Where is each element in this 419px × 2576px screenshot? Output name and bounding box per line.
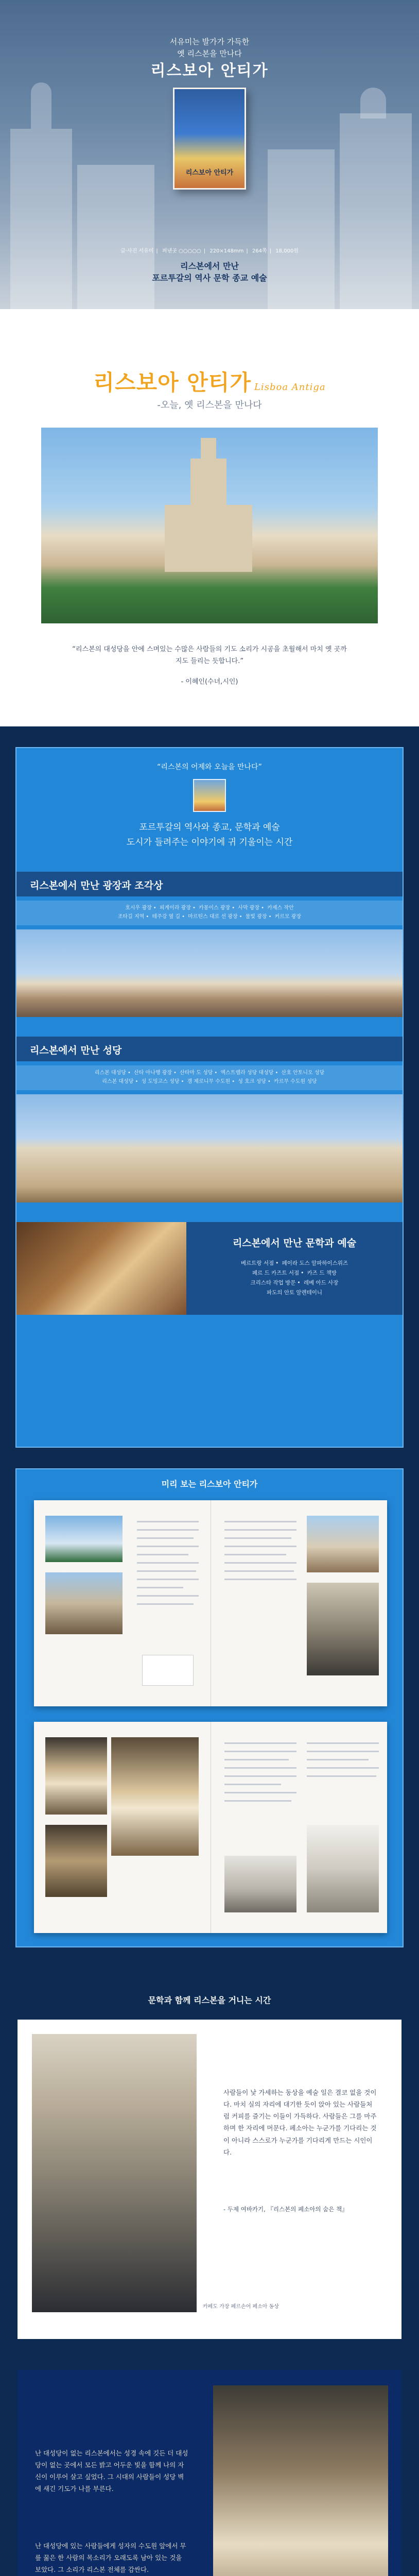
intro-subtitle: -오늘, 옛 리스본을 만나다 — [157, 400, 262, 411]
literature-section — [0, 1968, 419, 2576]
intro-section — [0, 309, 419, 726]
hero-tagline — [0, 36, 419, 59]
band-churches-items: 리스본 대성당 • 산타 아나행 광장 • 산타마 도 성당 • 엑스트렐라 성당 대성당 • 산호 안토니오 성당 리스본 대성당 • 성 도밍고스 성당 • 겜 제로니무 수도원 • 성 호크 성당 • 카르무 수도원 성당 — [16, 1065, 403, 1090]
church-photo — [41, 428, 378, 623]
credit-pages: 264쪽 — [252, 248, 267, 254]
cover-title: 리스보아 안티가 — [185, 169, 234, 177]
church-item: 카르무 수도원 성당 — [274, 1079, 317, 1084]
tagline-line-2: 옛 리스본을 만나다 — [177, 48, 242, 58]
tram-street-photo — [16, 929, 403, 1017]
square-item: 호시우 광장 — [125, 905, 152, 911]
dome-silhouette — [360, 88, 386, 118]
building-silhouette — [268, 149, 335, 309]
tagline-line-1: 서유미는 발가가 가득한 — [169, 37, 250, 46]
band-churches-label: 리스본에서 만난 성당 — [30, 1045, 122, 1056]
spread-book-thumb — [142, 1655, 194, 1686]
lead-line-1: 포르투갈의 역사와 종교, 문학과 예술 — [139, 822, 280, 833]
features-section — [0, 726, 419, 1448]
church-item: 성 도밍고스 성당 — [141, 1079, 180, 1084]
church-item: 산타 아나행 광장 — [134, 1070, 172, 1076]
spread-photo — [111, 1737, 199, 1856]
lit-item: 페이라 도스 알파하이스위즈 — [282, 1260, 348, 1266]
spread-photo — [45, 1825, 107, 1897]
preview-title: 미리 보는 리스보아 안티가 — [161, 1479, 258, 1489]
features-box — [15, 747, 404, 1448]
lead-line-2: 도시가 들려주는 이야기에 귀 기울이는 시간 — [126, 837, 293, 848]
book-spread-1 — [34, 1500, 387, 1706]
square-item: 사막 광장 — [238, 905, 260, 911]
square-item: 물빛 광장 — [245, 914, 267, 920]
features-lead — [16, 820, 403, 850]
hero-title: 리스보아 안티가 — [150, 62, 269, 80]
cathedral-nave-photo — [213, 2385, 388, 2576]
spread-photo — [45, 1572, 123, 1634]
hero-banner — [0, 0, 419, 309]
intro-title-script: Lisboa Antiga — [254, 382, 326, 393]
credit-author: 글·사진 서유미 — [120, 248, 154, 254]
lit-item: 페르 드 카즈트 서점 — [252, 1269, 300, 1276]
band-squares-label: 리스본에서 만난 광장과 조각상 — [30, 880, 163, 891]
square-item: 카몽이스 광장 — [199, 905, 231, 911]
cathedral-photo — [16, 1094, 403, 1202]
square-item: 카제스 작안 — [267, 905, 294, 911]
church-item: 엑스트렐라 성당 대성당 — [220, 1070, 274, 1076]
band-churches — [16, 1037, 403, 1061]
book-spread-2 — [34, 1722, 387, 1933]
hero-subcaption — [0, 260, 419, 284]
intro-title-text: 리스보아 안티가 — [93, 370, 252, 395]
band-literature-label: 리스본에서 만난 문학과 예술 — [232, 1238, 357, 1249]
square-item: 테주강 옆 길 — [152, 914, 181, 920]
card2-body-2: 난 대성당에 있는 사람들에게 성자의 수도원 앞에서 무릎 꿇은 한 사람의 목소리가 오래도록 남아 있는 것을 보았다. 그 소리가 리스본 전체를 감싼다. — [35, 2542, 186, 2574]
spread-photo — [224, 1856, 296, 1912]
square-item: 피게이라 광장 — [159, 905, 191, 911]
church-item: 산호 안토니오 성당 — [281, 1070, 325, 1076]
card1-body: 사람들이 낯 가세하는 동상을 예술 일은 결코 없을 것이다. 마치 실의 자리에 대기한 듯이 앉아 있는 사람들처럼 커피를 즐기는 이들이 가득하다. 사람들은 그를 마주하며 한 자리에 머문다. 페소아는 누군가를 기다리는 것이 아니라 스스로가 누군가를 기다리게 만드는 시인이다. — [223, 2089, 377, 2156]
square-item: 마르틴스 대로 선 광장 — [188, 914, 238, 920]
square-item: 조타길 지역 — [117, 914, 145, 920]
quote-card-1 — [18, 2020, 401, 2339]
band-squares — [16, 872, 403, 896]
mini-cover-image — [193, 779, 226, 812]
intro-quote-source: - 이혜인(수녀,시인) — [181, 678, 238, 686]
credit-publisher: 펴낸곳 ○○○○○ — [162, 248, 201, 254]
lit-item: 파도의 안토 알렌테이니 — [266, 1289, 323, 1296]
credit-price: 18,000원 — [275, 248, 299, 254]
spread-photo — [307, 1516, 379, 1572]
church-item: 겜 제로니무 수도원 — [187, 1079, 231, 1084]
band-literature: 리스본에서 만난 문학과 예술 베르트랑 서점 • 페이라 도스 알파하이스위즈 페르 드 카즈트 서점 • 카즈 드 책방 크리스타 작업 방문 • 레베 아드 사장 파도의 안토 알렌테이니 — [186, 1222, 403, 1315]
book-cover-image — [173, 88, 246, 190]
card2-body-1: 난 대성당이 없는 리스본에서는 성경 속에 깃든 더 대성당이 없는 곳에서 모든 밝고 어두운 빛을 함께 나의 자신이 이루어 살고 싶었다. 그 시대의 사람들이 성당 벽에 새긴 기도가 나를 부른다. — [35, 2449, 188, 2493]
spread-photo — [45, 1516, 123, 1562]
building-silhouette — [77, 165, 154, 309]
lit-item: 카즈 드 책방 — [307, 1269, 337, 1276]
church-item: 리스본 대성당 — [94, 1070, 126, 1076]
church-item: 산타마 도 성당 — [180, 1070, 213, 1076]
dome-silhouette — [31, 82, 51, 129]
spread-photo — [307, 1583, 379, 1675]
credit-size: 220×148mm — [210, 248, 244, 254]
lit-item: 크리스타 작업 방문 — [250, 1279, 296, 1286]
card1-caption: 카페도 가장 페르손어 페소아 동상 — [203, 2304, 279, 2310]
subcap-line-2: 포르투갈의 역사 문학 종교 예술 — [152, 273, 267, 283]
intro-quote: “리스본의 대성당을 안에 스며있는 수많은 사람들의 기도 소리가 시공을 초월해서 마치 옛 곳까지도 들리는 듯합니다.” — [72, 646, 347, 665]
bookstore-photo — [16, 1222, 186, 1315]
square-item: 커르모 광장 — [274, 914, 302, 920]
book-credits: 글·사진 서유미 | 펴낸곳 ○○○○○ | 220×148mm | 264쪽 | 18,000원 — [120, 248, 299, 254]
features-heading-quote: “리스본의 어제와 오늘을 만나다” — [157, 763, 262, 771]
literature-title: 문학과 함께 리스본을 거니는 시간 — [148, 1995, 271, 2005]
church-item: 리스본 대성당 — [102, 1079, 134, 1084]
spread-photo — [307, 1825, 379, 1912]
card1-source: - 두제 여바카기, 『리스본의 페소아의 숨은 책』 — [223, 2206, 348, 2213]
band-squares-items: 호시우 광장 • 피게이라 광장 • 카몽이스 광장 • 사막 광장 • 카제스 작안 조타길 지역 • 테주강 옆 길 • 마르틴스 대로 선 광장 • 물빛 광장 • 커르모 광장 — [16, 901, 403, 925]
lit-item: 레베 아드 사장 — [303, 1279, 339, 1286]
church-item: 성 호크 성당 — [238, 1079, 266, 1084]
lit-item: 베르트랑 서점 — [240, 1260, 274, 1266]
subcap-line-1: 리스본에서 만난 — [180, 261, 239, 271]
intro-title — [0, 366, 419, 397]
quote-card-2 — [18, 2370, 401, 2576]
preview-box — [15, 1468, 404, 1947]
preview-section — [0, 1448, 419, 1968]
spread-photo — [45, 1737, 107, 1815]
pessoa-statue-photo — [32, 2034, 197, 2312]
